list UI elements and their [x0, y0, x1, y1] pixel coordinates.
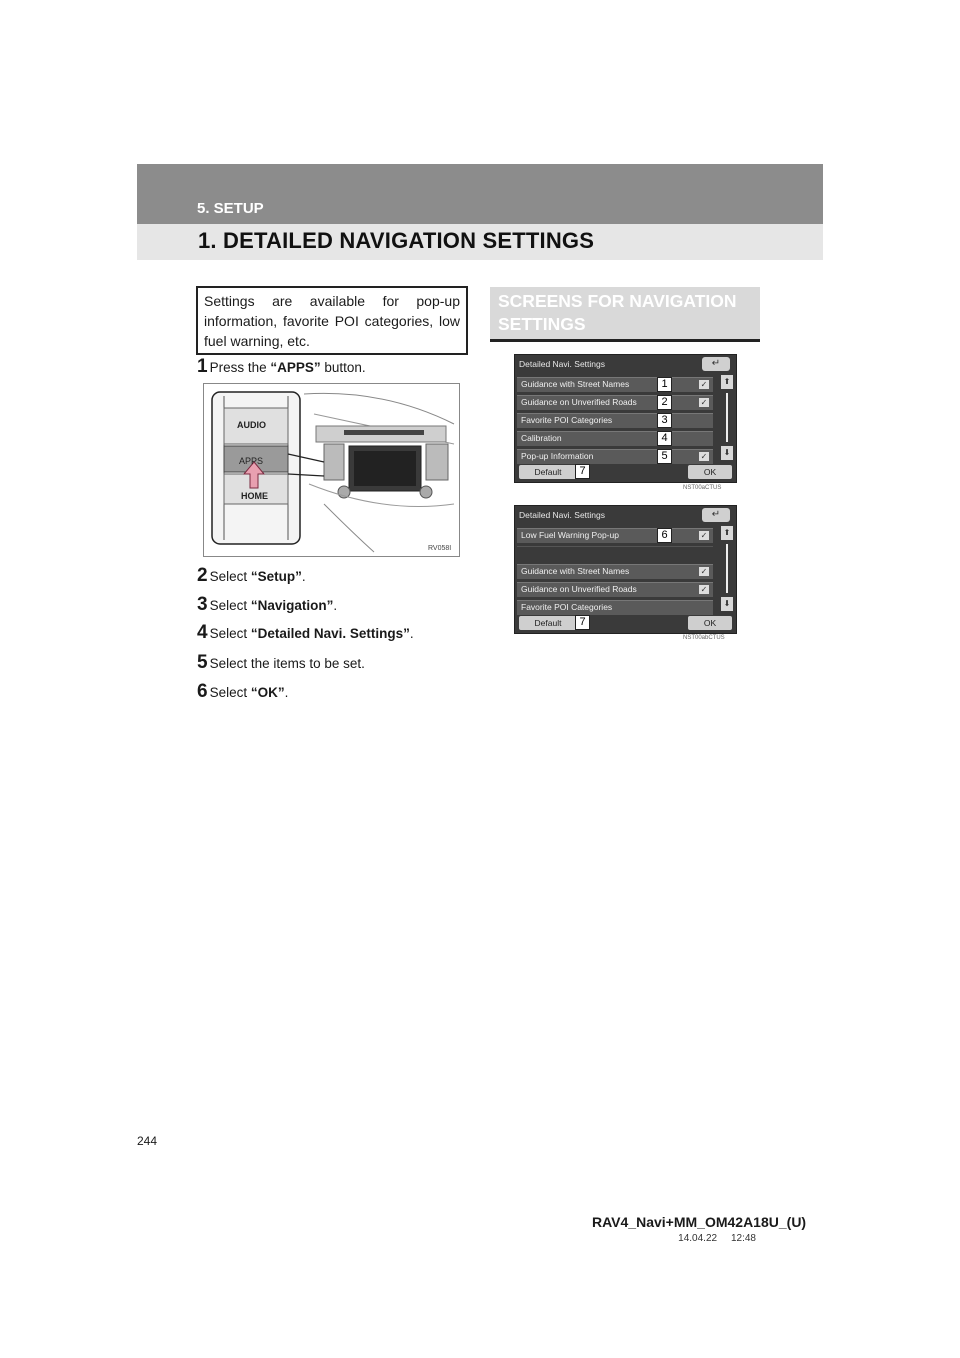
settings-row[interactable] [517, 395, 713, 410]
back-arrow-icon[interactable]: ↵ [702, 508, 730, 522]
step-5 [197, 652, 365, 674]
step-number: 1 [197, 356, 208, 377]
apps-button-figure [203, 383, 460, 557]
step-4 [197, 622, 414, 644]
settings-row[interactable] [517, 564, 713, 579]
settings-row-label: Guidance on Unverified Roads [521, 584, 637, 594]
step-text: Select [209, 598, 251, 613]
step-text: Select [209, 685, 251, 700]
settings-row-label: Favorite POI Categories [521, 602, 613, 612]
settings-row[interactable] [517, 528, 713, 543]
settings-row[interactable] [517, 582, 713, 597]
step-keyword: “Setup” [250, 569, 302, 584]
step-text: Select [209, 569, 251, 584]
section-heading-text: SCREENS FOR NAVIGATION SETTINGS [498, 291, 737, 334]
settings-row[interactable] [517, 431, 713, 446]
checkbox-icon[interactable]: ✓ [700, 398, 708, 407]
default-button[interactable]: Default [519, 616, 577, 630]
page-number: 244 [137, 1134, 158, 1148]
step-text-end: button. [320, 360, 366, 375]
settings-row[interactable] [517, 377, 713, 392]
ok-button[interactable]: OK [688, 616, 732, 630]
step-text-end: . [409, 626, 414, 641]
step-number: 2 [197, 565, 208, 586]
settings-row[interactable] [517, 449, 713, 464]
callout-number: 1 [657, 377, 672, 392]
step-text: Select [209, 626, 251, 641]
dashboard-illustration [204, 384, 459, 556]
scroll-track [726, 544, 728, 593]
settings-row[interactable] [517, 413, 713, 428]
settings-row-label: Guidance with Street Names [521, 566, 630, 576]
callout-number: 2 [657, 395, 672, 410]
document-id: RAV4_Navi+MM_OM42A18U_(U) [592, 1214, 807, 1230]
step-number: 3 [197, 594, 208, 615]
section-label: 5. SETUP [197, 200, 264, 217]
scrollbar[interactable] [721, 375, 733, 460]
step-number: 4 [197, 622, 208, 643]
section-heading [490, 287, 760, 342]
default-button[interactable]: Default [519, 465, 577, 479]
screen-1-code: NST00aCTUS [683, 485, 722, 491]
step-keyword: “APPS” [270, 360, 321, 375]
step-1 [197, 356, 366, 378]
home-button-label: HOME [241, 491, 268, 501]
settings-row-label: Guidance on Unverified Roads [521, 397, 637, 407]
ok-button[interactable]: OK [688, 465, 732, 479]
step-keyword: “Detailed Navi. Settings” [250, 626, 410, 641]
settings-screen-2 [514, 505, 737, 634]
settings-row [517, 546, 713, 561]
page-title: 1. DETAILED NAVIGATION SETTINGS [198, 228, 595, 253]
settings-row[interactable] [517, 600, 713, 615]
scroll-up-icon[interactable]: ⬆ [721, 526, 733, 540]
callout-number: 6 [657, 528, 672, 543]
figure-code: RV058I [428, 545, 452, 552]
settings-row-label: Favorite POI Categories [521, 415, 613, 425]
callout-number: 4 [657, 431, 672, 446]
settings-row-label: Guidance with Street Names [521, 379, 630, 389]
step-keyword: “Navigation” [250, 598, 334, 613]
intro-box: Settings are available for pop-up information, favorite POI categories, low fuel warning, etc. [196, 286, 468, 355]
settings-row-label: Pop-up Information [521, 451, 594, 461]
checkbox-icon[interactable]: ✓ [700, 531, 708, 540]
callout-number: 5 [657, 449, 672, 464]
document-date: 14.04.22 12:48 [678, 1233, 756, 1244]
step-text-end: . [284, 685, 289, 700]
scroll-down-icon[interactable]: ⬇ [721, 597, 733, 611]
checkbox-icon[interactable]: ✓ [700, 567, 708, 576]
screen-title: Detailed Navi. Settings [519, 359, 605, 369]
back-arrow-icon[interactable]: ↵ [702, 357, 730, 371]
step-text: Select the items to be set. [209, 656, 365, 671]
apps-button-label: APPS [239, 456, 264, 466]
step-keyword: “OK” [250, 685, 285, 700]
scroll-down-icon[interactable]: ⬇ [721, 446, 733, 460]
step-3 [197, 594, 337, 616]
settings-screen-1 [514, 354, 737, 483]
callout-number: 3 [657, 413, 672, 428]
scroll-track [726, 393, 728, 442]
callout-number: 7 [575, 615, 590, 630]
callout-number: 7 [575, 464, 590, 479]
checkbox-icon[interactable]: ✓ [700, 380, 708, 389]
step-number: 6 [197, 681, 208, 702]
checkbox-icon[interactable]: ✓ [700, 452, 708, 461]
step-text-end: . [333, 598, 338, 613]
screen-title: Detailed Navi. Settings [519, 510, 605, 520]
settings-row-label: Calibration [521, 433, 562, 443]
checkbox-icon[interactable]: ✓ [700, 585, 708, 594]
step-text-end: . [301, 569, 306, 584]
step-6 [197, 681, 288, 703]
audio-button-label: AUDIO [237, 420, 266, 430]
step-number: 5 [197, 652, 208, 673]
scroll-up-icon[interactable]: ⬆ [721, 375, 733, 389]
scrollbar[interactable] [721, 526, 733, 611]
step-2 [197, 565, 306, 587]
screen-2-code: NST00abCTUS [683, 635, 725, 641]
settings-row-label: Low Fuel Warning Pop-up [521, 530, 619, 540]
step-text: Press the [209, 360, 271, 375]
